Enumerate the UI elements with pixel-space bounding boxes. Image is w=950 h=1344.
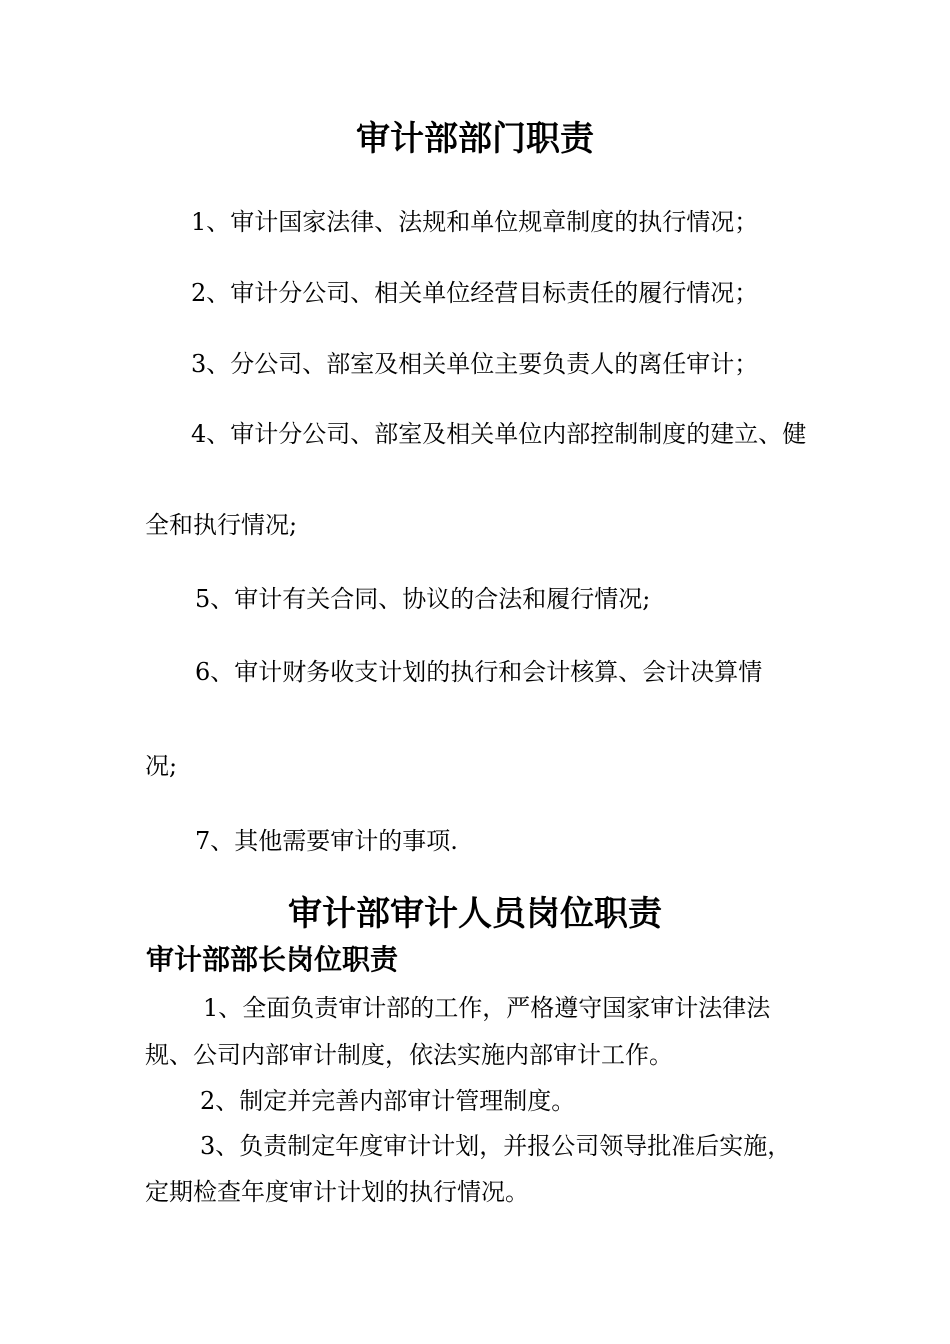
dept-item-1: 1、审计国家法律、法规和单位规章制度的执行情况； [191,208,759,236]
dept-item-2: 2、审计分公司、相关单位经营目标责任的履行情况； [191,279,759,307]
page-title: 审计部部门职责 [356,119,594,159]
dept-item-6-cont: 况; [145,752,178,780]
section-title: 审计部审计人员岗位职责 [288,894,662,934]
dept-item-3: 3、分公司、部室及相关单位主要负责人的离任审计； [191,350,759,378]
director-item-1-cont: 规、公司内部审计制度，依法实施内部审计工作。 [145,1041,673,1069]
director-item-2: 2、制定并完善内部审计管理制度。 [200,1087,576,1115]
dept-item-4-cont: 全和执行情况; [145,511,298,539]
dept-item-7: 7、其他需要审计的事项. [195,827,458,855]
director-item-3: 3、负责制定年度审计计划，并报公司领导批准后实施， [200,1132,792,1160]
dept-item-4: 4、审计分公司、部室及相关单位内部控制制度的建立、健 [191,420,807,448]
dept-item-5: 5、审计有关合同、协议的合法和履行情况; [195,585,651,613]
director-item-3-cont: 定期检查年度审计计划的执行情况。 [145,1178,529,1206]
director-item-1: 1、全面负责审计部的工作，严格遵守国家审计法律法 [203,994,771,1022]
dept-item-6: 6、审计财务收支计划的执行和会计核算、会计决算情 [195,658,763,686]
subsection-title: 审计部部长岗位职责 [146,943,399,976]
